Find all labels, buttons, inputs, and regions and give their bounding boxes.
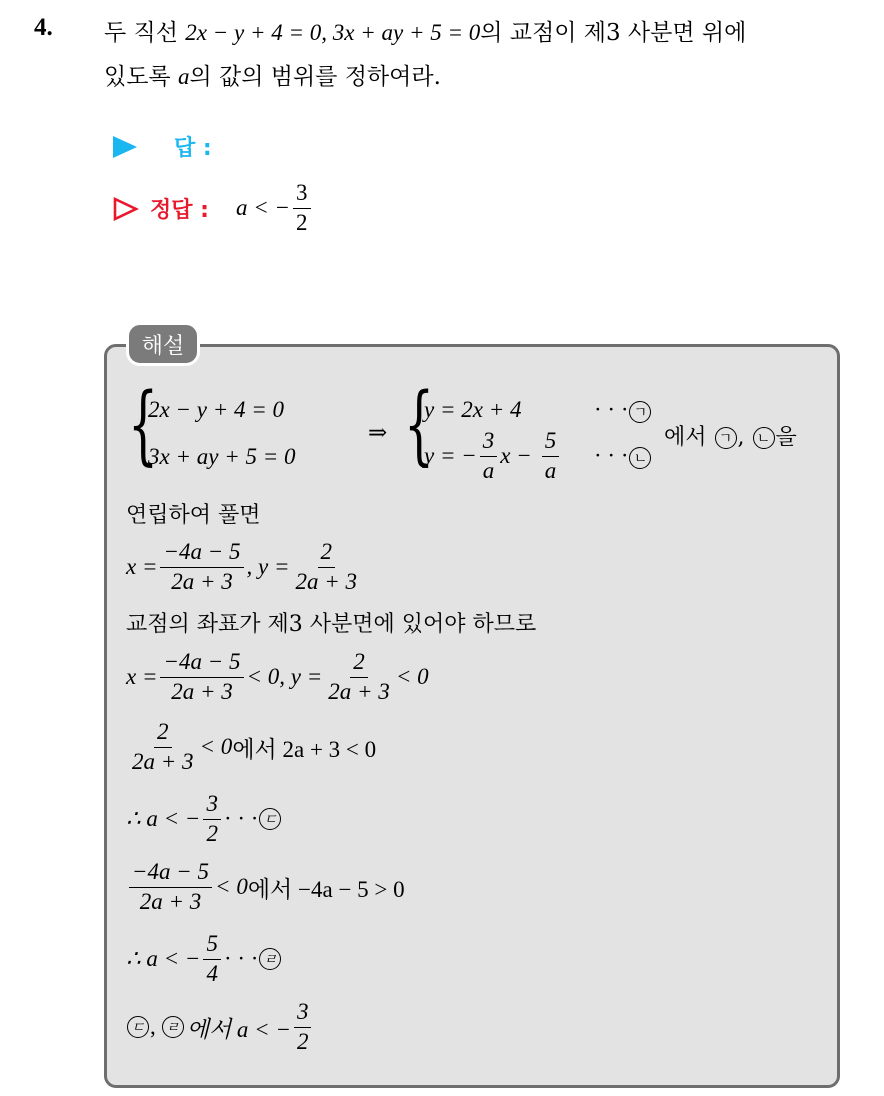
condition-1 [126,716,376,778]
correct-lhs: a < − [236,195,291,220]
x-fraction [160,650,243,703]
y-equals: , y = [246,554,290,579]
question-text: 의 값의 범위를 정하여라. [189,64,441,90]
lt0: < 0 [199,734,233,759]
answer-label: 답 : [174,136,212,161]
circled-giyeok-icon: ㄱ [715,427,737,449]
condition-1-tail: 에서 2a + 3 < 0 [232,736,377,762]
correct-arrow-icon [113,197,139,221]
fraction-numerator: 2 [154,720,172,747]
system-eq-2: 3x + ay + 5 = 0 [148,444,296,469]
therefore: ∴ a < − [126,806,201,831]
condition-2 [126,856,405,918]
fraction-5-over-a [542,429,560,482]
fraction-numerator: 3 [294,1000,312,1027]
final-tail: 에서 a < − [186,1016,291,1042]
quadrant-text: 교점의 좌표가 제3 사분면에 있어야 하므로 [126,612,537,637]
circled-nieun-icon: ㄴ [753,427,775,449]
lt0-comma: < 0, y = [246,664,323,689]
fraction-denominator: 2a + 3 [295,568,358,594]
system-eq-4 [424,427,562,485]
fraction-denominator: 2 [206,820,218,846]
fraction-denominator: 2a + 3 [132,748,194,774]
circled-rieul-icon: ㄹ [259,948,281,970]
question-equations: 2x − y + 4 = 0, 3x + ay + 5 = 0 [185,20,481,45]
fraction-numerator: 5 [542,429,560,456]
fraction-numerator: 3 [203,792,221,819]
fraction-denominator: 2a + 3 [139,888,202,914]
left-brace: { [128,375,159,475]
fraction-numerator: 3 [480,429,498,456]
solution-xy [126,536,363,598]
label-2 [594,443,652,469]
system-eq-1: 2x − y + 4 = 0 [148,397,284,422]
lt0: < 0 [395,664,429,689]
solve-text: 연립하여 풀면 [126,503,261,528]
fraction-denominator: 2a + 3 [171,568,233,594]
correct-answer-value [236,178,314,238]
x-fraction [129,860,212,913]
result-1 [126,788,282,850]
question-text: 두 직선 [104,20,186,46]
solution-tag: 해설 [126,322,200,366]
fraction-numerator: 2 [318,540,336,567]
final-result [126,996,314,1058]
eq-part: x − [500,443,532,468]
correct-fraction [293,181,311,234]
question-line-1 [104,14,746,47]
fraction-denominator: 2 [296,209,308,235]
text-eseo: 에서 [664,425,707,450]
fraction-numerator: 3 [293,181,311,208]
answer-arrow-icon [113,136,137,158]
inequality-xy [126,646,429,708]
question-text: 의 교점이 제3 사분면 위에 [480,20,747,46]
fraction-3-over-2 [203,792,221,845]
question-number: 4. [34,14,53,41]
result-2 [126,928,282,990]
text-eul: 을 [775,425,797,450]
fraction-numerator: 2 [350,650,368,677]
dots: · · · [223,806,259,831]
fraction-3-over-2 [294,1000,312,1053]
implies-arrow: ⇒ [368,420,388,445]
x-fraction [160,540,243,593]
dots: · · · [594,397,629,422]
therefore: ∴ a < − [126,946,201,971]
fraction-denominator: 2a + 3 [171,678,233,704]
circled-rieul-icon: ㄹ [162,1016,184,1038]
x-equals: x = [126,554,158,579]
x-equals: x = [126,664,158,689]
fraction-numerator: −4a − 5 [160,650,243,677]
question-text: 있도록 [104,64,178,90]
label-1 [594,397,652,423]
comma: , [150,1014,156,1039]
y-fraction [129,720,197,773]
question-line-2 [104,58,441,91]
fraction-5-over-4 [203,932,221,985]
fraction-numerator: −4a − 5 [129,860,212,887]
fraction-3-over-a [480,429,498,482]
lt0: < 0 [215,874,248,899]
system-eq-3: y = 2x + 4 [424,397,522,422]
fraction-numerator: −4a − 5 [160,540,243,567]
dots: · · · [594,443,629,468]
fraction-denominator: a [482,457,495,483]
right-brace: { [404,375,435,475]
y-fraction [325,650,393,703]
eq-part: y = − [424,443,477,468]
y-fraction [293,540,361,593]
correct-answer-label: 정답 : [150,198,209,223]
circled-digeut-icon: ㄷ [127,1016,149,1038]
dots: · · · [223,946,259,971]
circled-nieun-icon: ㄴ [629,447,651,469]
comma: , [737,425,745,450]
fraction-denominator: 4 [206,960,218,986]
condition-2-tail: 에서 −4a − 5 > 0 [247,876,405,902]
fraction-denominator: a [544,457,557,483]
circled-giyeok-icon: ㄱ [629,401,651,423]
fraction-denominator: 2 [296,1028,309,1054]
circled-digeut-icon: ㄷ [259,808,281,830]
fraction-denominator: 2a + 3 [328,678,390,704]
question-variable: a [177,64,190,89]
fraction-numerator: 5 [203,932,221,959]
system-note [664,420,797,451]
